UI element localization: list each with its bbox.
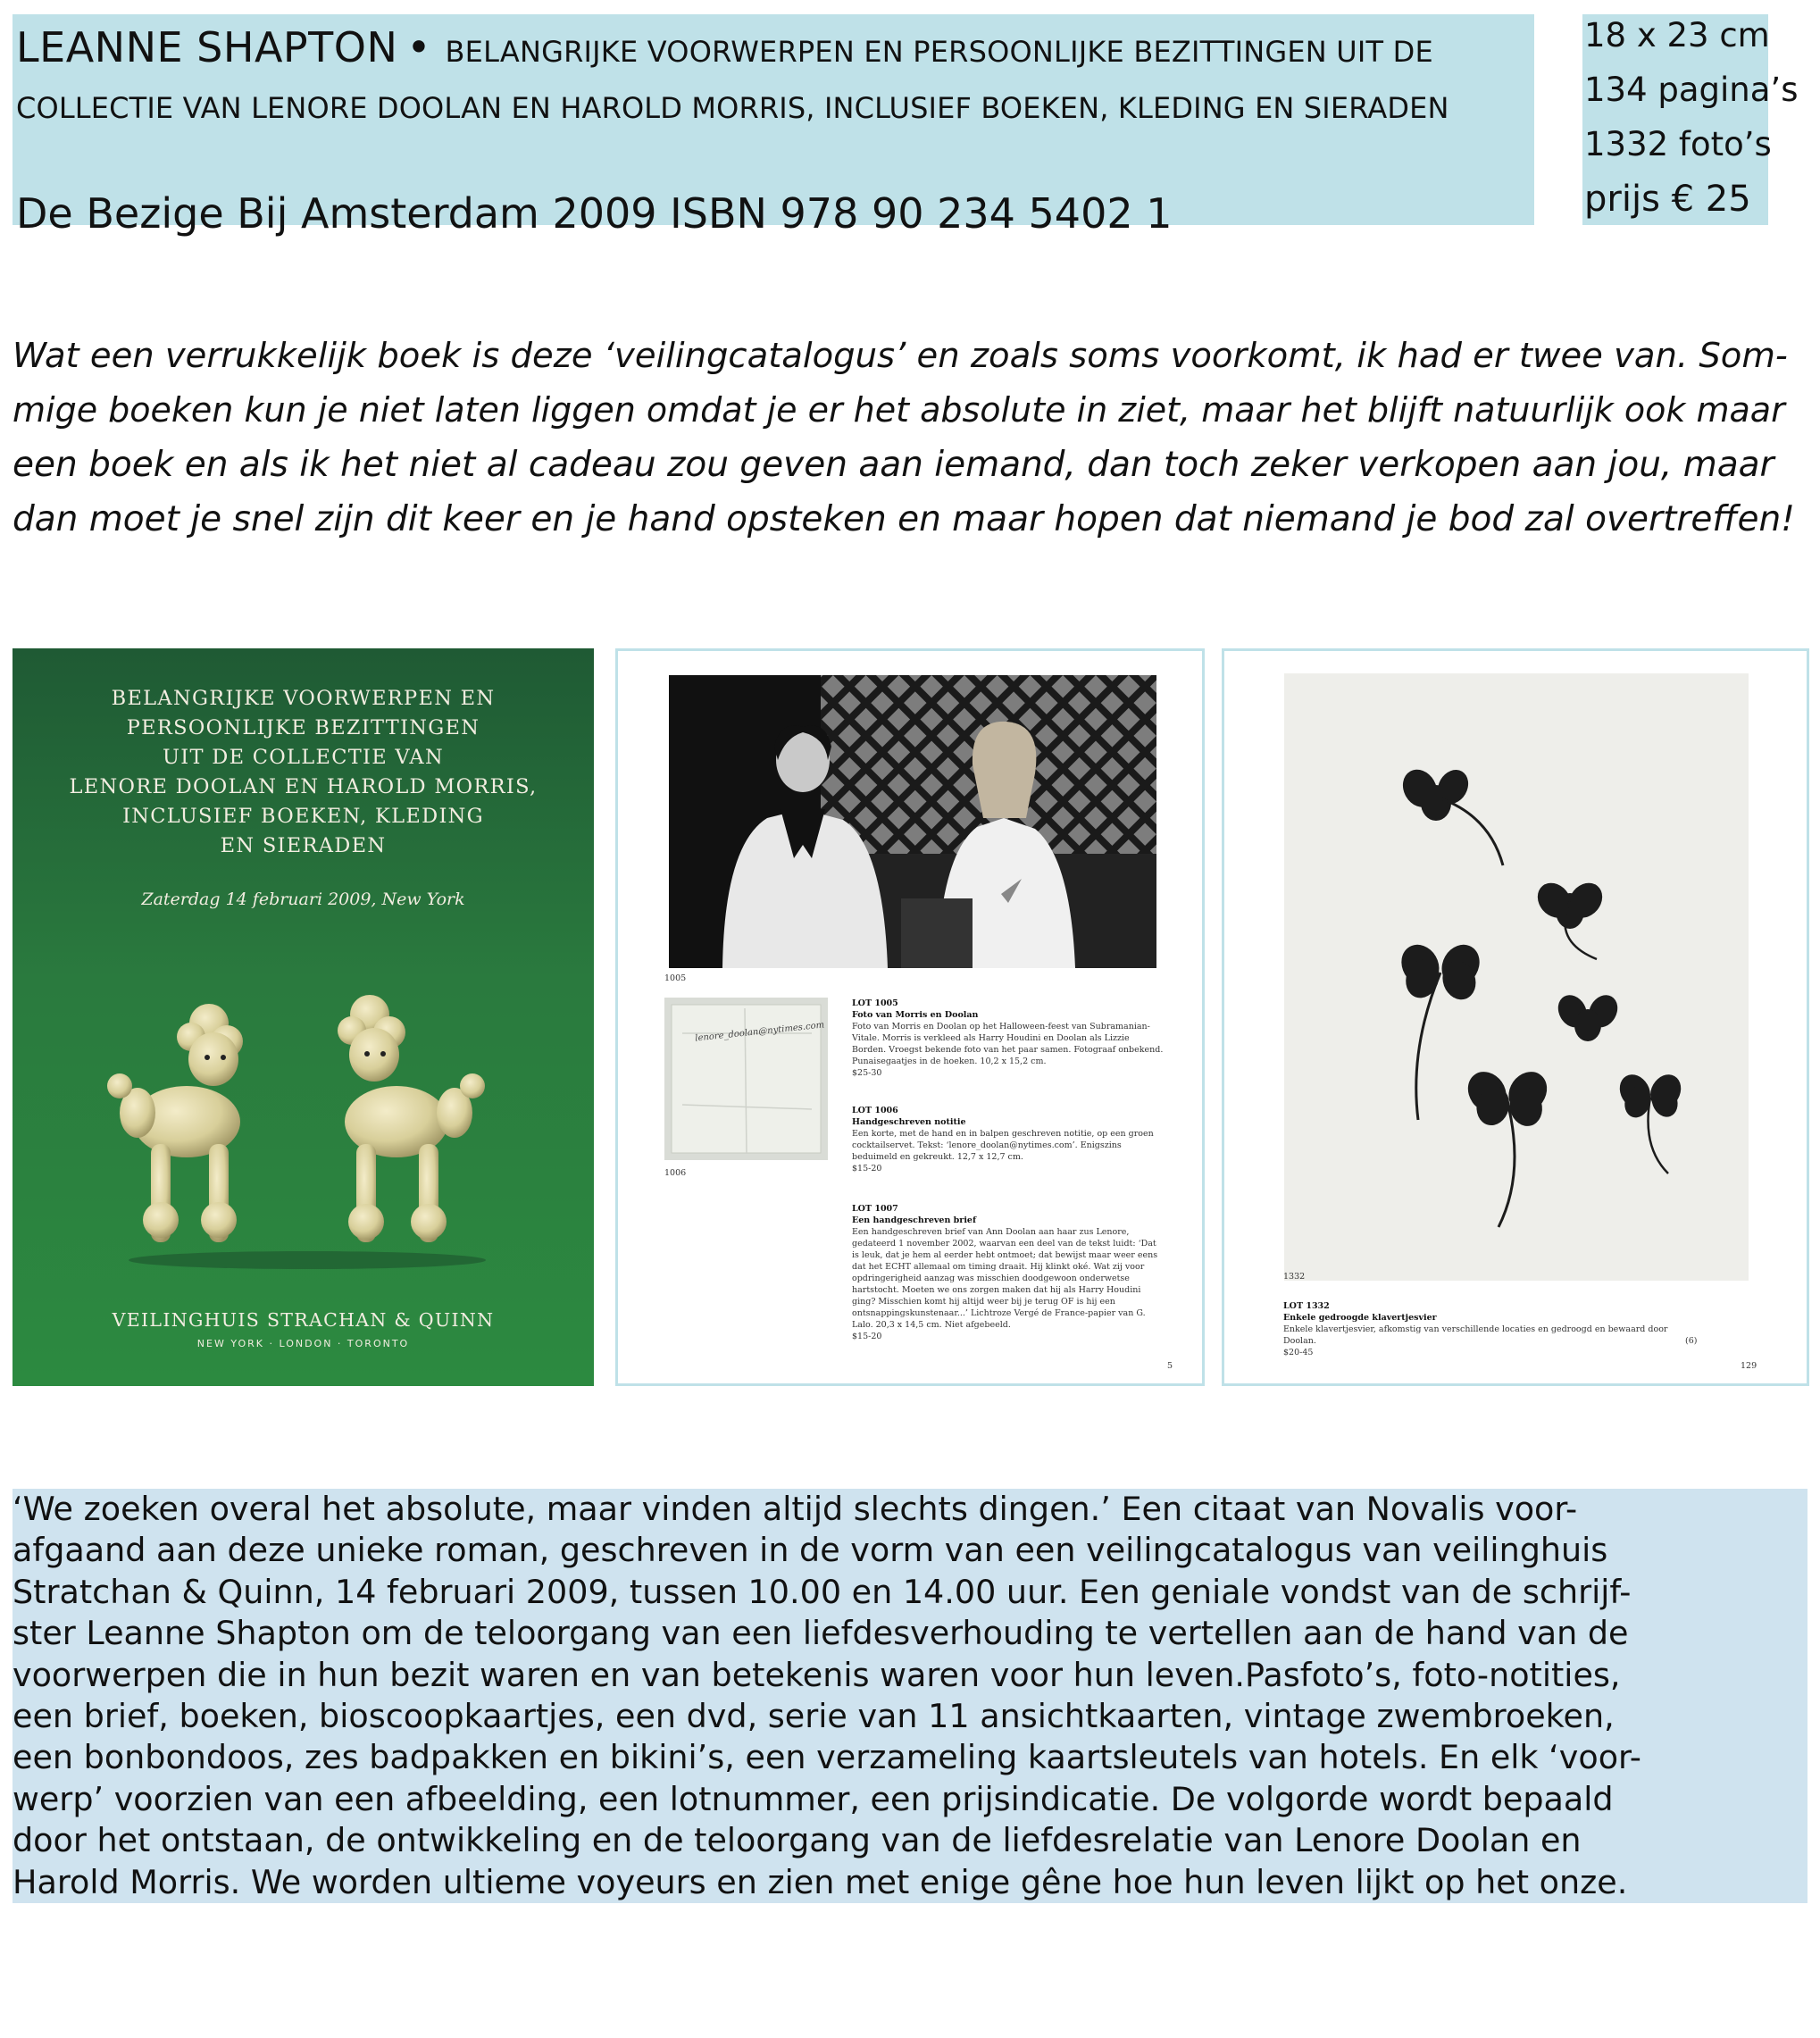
bullet-separator: • — [406, 23, 431, 71]
lot-1005-title: LOT 1005 — [852, 998, 898, 1008]
lot-1332-price: $20-45 — [1283, 1348, 1314, 1357]
lot-1332-title: LOT 1332 — [1283, 1301, 1330, 1311]
review-line: werp’ voorzien van een afbeelding, een lotnummer, een prijsindicatie. De volgorde wordt bepaald — [13, 1779, 1614, 1818]
lot-1005-entry — [852, 998, 1165, 1079]
lot-1007-entry — [852, 1203, 1165, 1342]
photo-number: 1332 — [1283, 1272, 1306, 1282]
cover-title-line: EN SIERADEN — [220, 834, 387, 857]
cover-title — [13, 684, 594, 861]
review-line: voorwerpen die in hun bezit waren en van betekenis waren voor hun leven.Pasfoto’s, foto-notities, — [13, 1655, 1621, 1694]
author-name: LEANNE SHAPTON — [16, 23, 398, 71]
review-line: ster Leanne Shapton om de teloorgang van een liefdesverhouding te vertellen aan de hand van de — [13, 1614, 1629, 1653]
book-title-line-2: COLLECTIE VAN LENORE DOOLAN EN HAROLD MORRIS, INCLUSIEF BOEKEN, KLEDING EN SIERADEN — [16, 91, 1449, 125]
review-line: ‘We zoeken overal het absolute, maar vinden altijd slechts dingen.’ Een citaat van Novalis voor- — [13, 1490, 1578, 1528]
catalog-page-lot-1005 — [615, 648, 1205, 1386]
lot-1007-title: LOT 1007 — [852, 1204, 898, 1214]
review-line: door het ontstaan, de ontwikkeling en de teloorgang van de liefdesrelatie van Lenore Doolan en — [13, 1821, 1582, 1860]
review-line: Harold Morris. We worden ultieme voyeurs en zien met enige gêne hoe hun leven lijkt op het onze. — [13, 1862, 1628, 1901]
spec-pages: 134 pagina’s — [1584, 71, 1799, 109]
header-block — [13, 14, 1534, 238]
lot-1332-text: Enkele klavertjesvier, afkomstig van verschillende locaties en gedroogd en bewaard door Doolan. — [1283, 1324, 1668, 1346]
page-number: 5 — [1167, 1361, 1173, 1371]
intro-line: een boek en als ik het niet al cadeau zou geven aan iemand, dan toch zeker verkopen aan jou, maar — [13, 445, 1774, 485]
intro-line: Wat een verrukkelijk boek is deze ‘veilingcatalogus’ en zoals soms voorkomt, ik had er twee van. Som- — [13, 336, 1788, 376]
catalog-page-lot-1332 — [1222, 648, 1809, 1386]
dried-clovers-photo — [1284, 673, 1749, 1281]
specs-block — [1582, 14, 1799, 225]
lot-1332-entry — [1283, 1300, 1703, 1358]
cover-date: Zaterdag 14 februari 2009, New York — [141, 890, 465, 909]
book-title-line-1: BELANGRIJKE VOORWERPEN EN PERSOONLIJKE BEZITTINGEN UIT DE — [445, 35, 1433, 69]
lot-1005-price: $25-30 — [852, 1068, 882, 1078]
spec-price: prijs € 25 — [1584, 179, 1751, 220]
lot-1006-title: LOT 1006 — [852, 1106, 898, 1115]
lot-1006-text: Een korte, met de hand en in balpen geschreven notitie, op een groen cocktailservet. Tekst: ‘lenore_doolan@nytimes.com’. Enigszins beduimeld en gekreukt. 12,7 x 12,7 cm. — [852, 1129, 1154, 1162]
lot-1005-text: Foto van Morris en Doolan op het Halloween-feest van Subramanian-Vitale. Morris is verkleed als Harry Houdini en Doolan als Lizzie Borden. Vroegst bekende foto van het paar samen. Fotograaf onbekend. Punaisegaatjes in de hoeken. 10,2 x 15,2 cm. — [852, 1022, 1164, 1066]
lot-1007-text: Een handgeschreven brief van Ann Doolan aan haar zus Lenore, gedateerd 1 november 2002, waarvan een deel van de tekst luidt: ‘Dat is leuk, dat je hem al eerder hebt ontmoet; dat bewijst maar weer eens dat het ECHT allemaal om timing draait. Hij klinkt oké. Wat zij voor opdringerigheid aanzag was misschien doodgewoon onderwetse hartstocht. Moeten we ons zorgen maken dat hij als Harry Houdini ging? Misschien komt hij altijd weer bij je terug OF is hij een ontsnappingskunstenaar...’ Lichtroze Vergé de France-papier van G. Lalo. 20,3 x 14,5 cm. Niet afgebeeld. — [852, 1227, 1158, 1330]
header-line-1 — [16, 23, 1433, 71]
lot-1007-name: Een handgeschreven brief — [852, 1215, 977, 1225]
page-number: 129 — [1741, 1361, 1757, 1371]
photo-couple — [669, 675, 1156, 968]
review-line: een brief, boeken, bioscoopkaartjes, een dvd, serie van 11 ansichtkaarten, vintage zwembroeken, — [13, 1697, 1615, 1736]
lot-1006-name: Handgeschreven notitie — [852, 1117, 966, 1127]
spec-photos: 1332 foto’s — [1584, 125, 1772, 163]
lot-1007-price: $15-20 — [852, 1332, 882, 1341]
intro-paragraph — [13, 329, 1807, 547]
intro-line: mige boeken kun je niet laten liggen omdat je er het absolute in ziet, maar het blijft natuurlijk ook maar — [13, 390, 1785, 430]
cover-title-line: UIT DE COLLECTIE VAN — [163, 746, 444, 769]
cover-title-line: INCLUSIEF BOEKEN, KLEDING — [122, 805, 484, 828]
cover-title-line: BELANGRIJKE VOORWERPEN EN — [111, 687, 496, 710]
book-cover-image — [13, 648, 594, 1386]
review-line: Stratchan & Quinn, 14 februari 2009, tussen 10.00 en 14.00 uur. Een geniale vondst van de schrijf- — [13, 1572, 1632, 1611]
review-line: afgaand aan deze unieke roman, geschreven in de vorm van een veilingcatalogus van veilinghuis — [13, 1531, 1608, 1570]
poodle-figurines-illustration — [102, 988, 513, 1274]
lot-1006-price: $15-20 — [852, 1164, 882, 1174]
lot-1332-name: Enkele gedroogde klavertjesvier — [1283, 1313, 1437, 1323]
note-number: 1006 — [664, 1168, 687, 1178]
cover-title-line: LENORE DOOLAN EN HAROLD MORRIS, — [69, 775, 538, 798]
lot-1332-count: (6) — [1685, 1336, 1698, 1346]
spec-size: 18 x 23 cm — [1584, 16, 1770, 54]
publisher-line: De Bezige Bij Amsterdam 2009 ISBN 978 90 234 5402 1 — [16, 189, 1173, 238]
napkin-handwriting: lenore_doolan@nytimes.com — [694, 1020, 825, 1044]
cover-title-line: PERSOONLIJKE BEZITTINGEN — [126, 716, 480, 739]
review-line: een bonbondoos, zes badpakken en bikini’s, een verzameling kaartsleutels van hotels. En elk ‘voor- — [13, 1738, 1641, 1777]
lot-1006-entry — [852, 1105, 1165, 1174]
cover-cities: NEW YORK · LONDON · TORONTO — [196, 1338, 410, 1349]
photo-number: 1005 — [664, 973, 687, 983]
lot-1005-name: Foto van Morris en Doolan — [852, 1010, 979, 1020]
review-paragraph — [13, 1489, 1807, 1903]
intro-line: dan moet je snel zijn dit keer en je hand opsteken en maar hopen dat niemand je bod zal overtreffen! — [13, 499, 1795, 539]
cover-auction-house: VEILINGHUIS STRACHAN & QUINN — [112, 1309, 495, 1331]
